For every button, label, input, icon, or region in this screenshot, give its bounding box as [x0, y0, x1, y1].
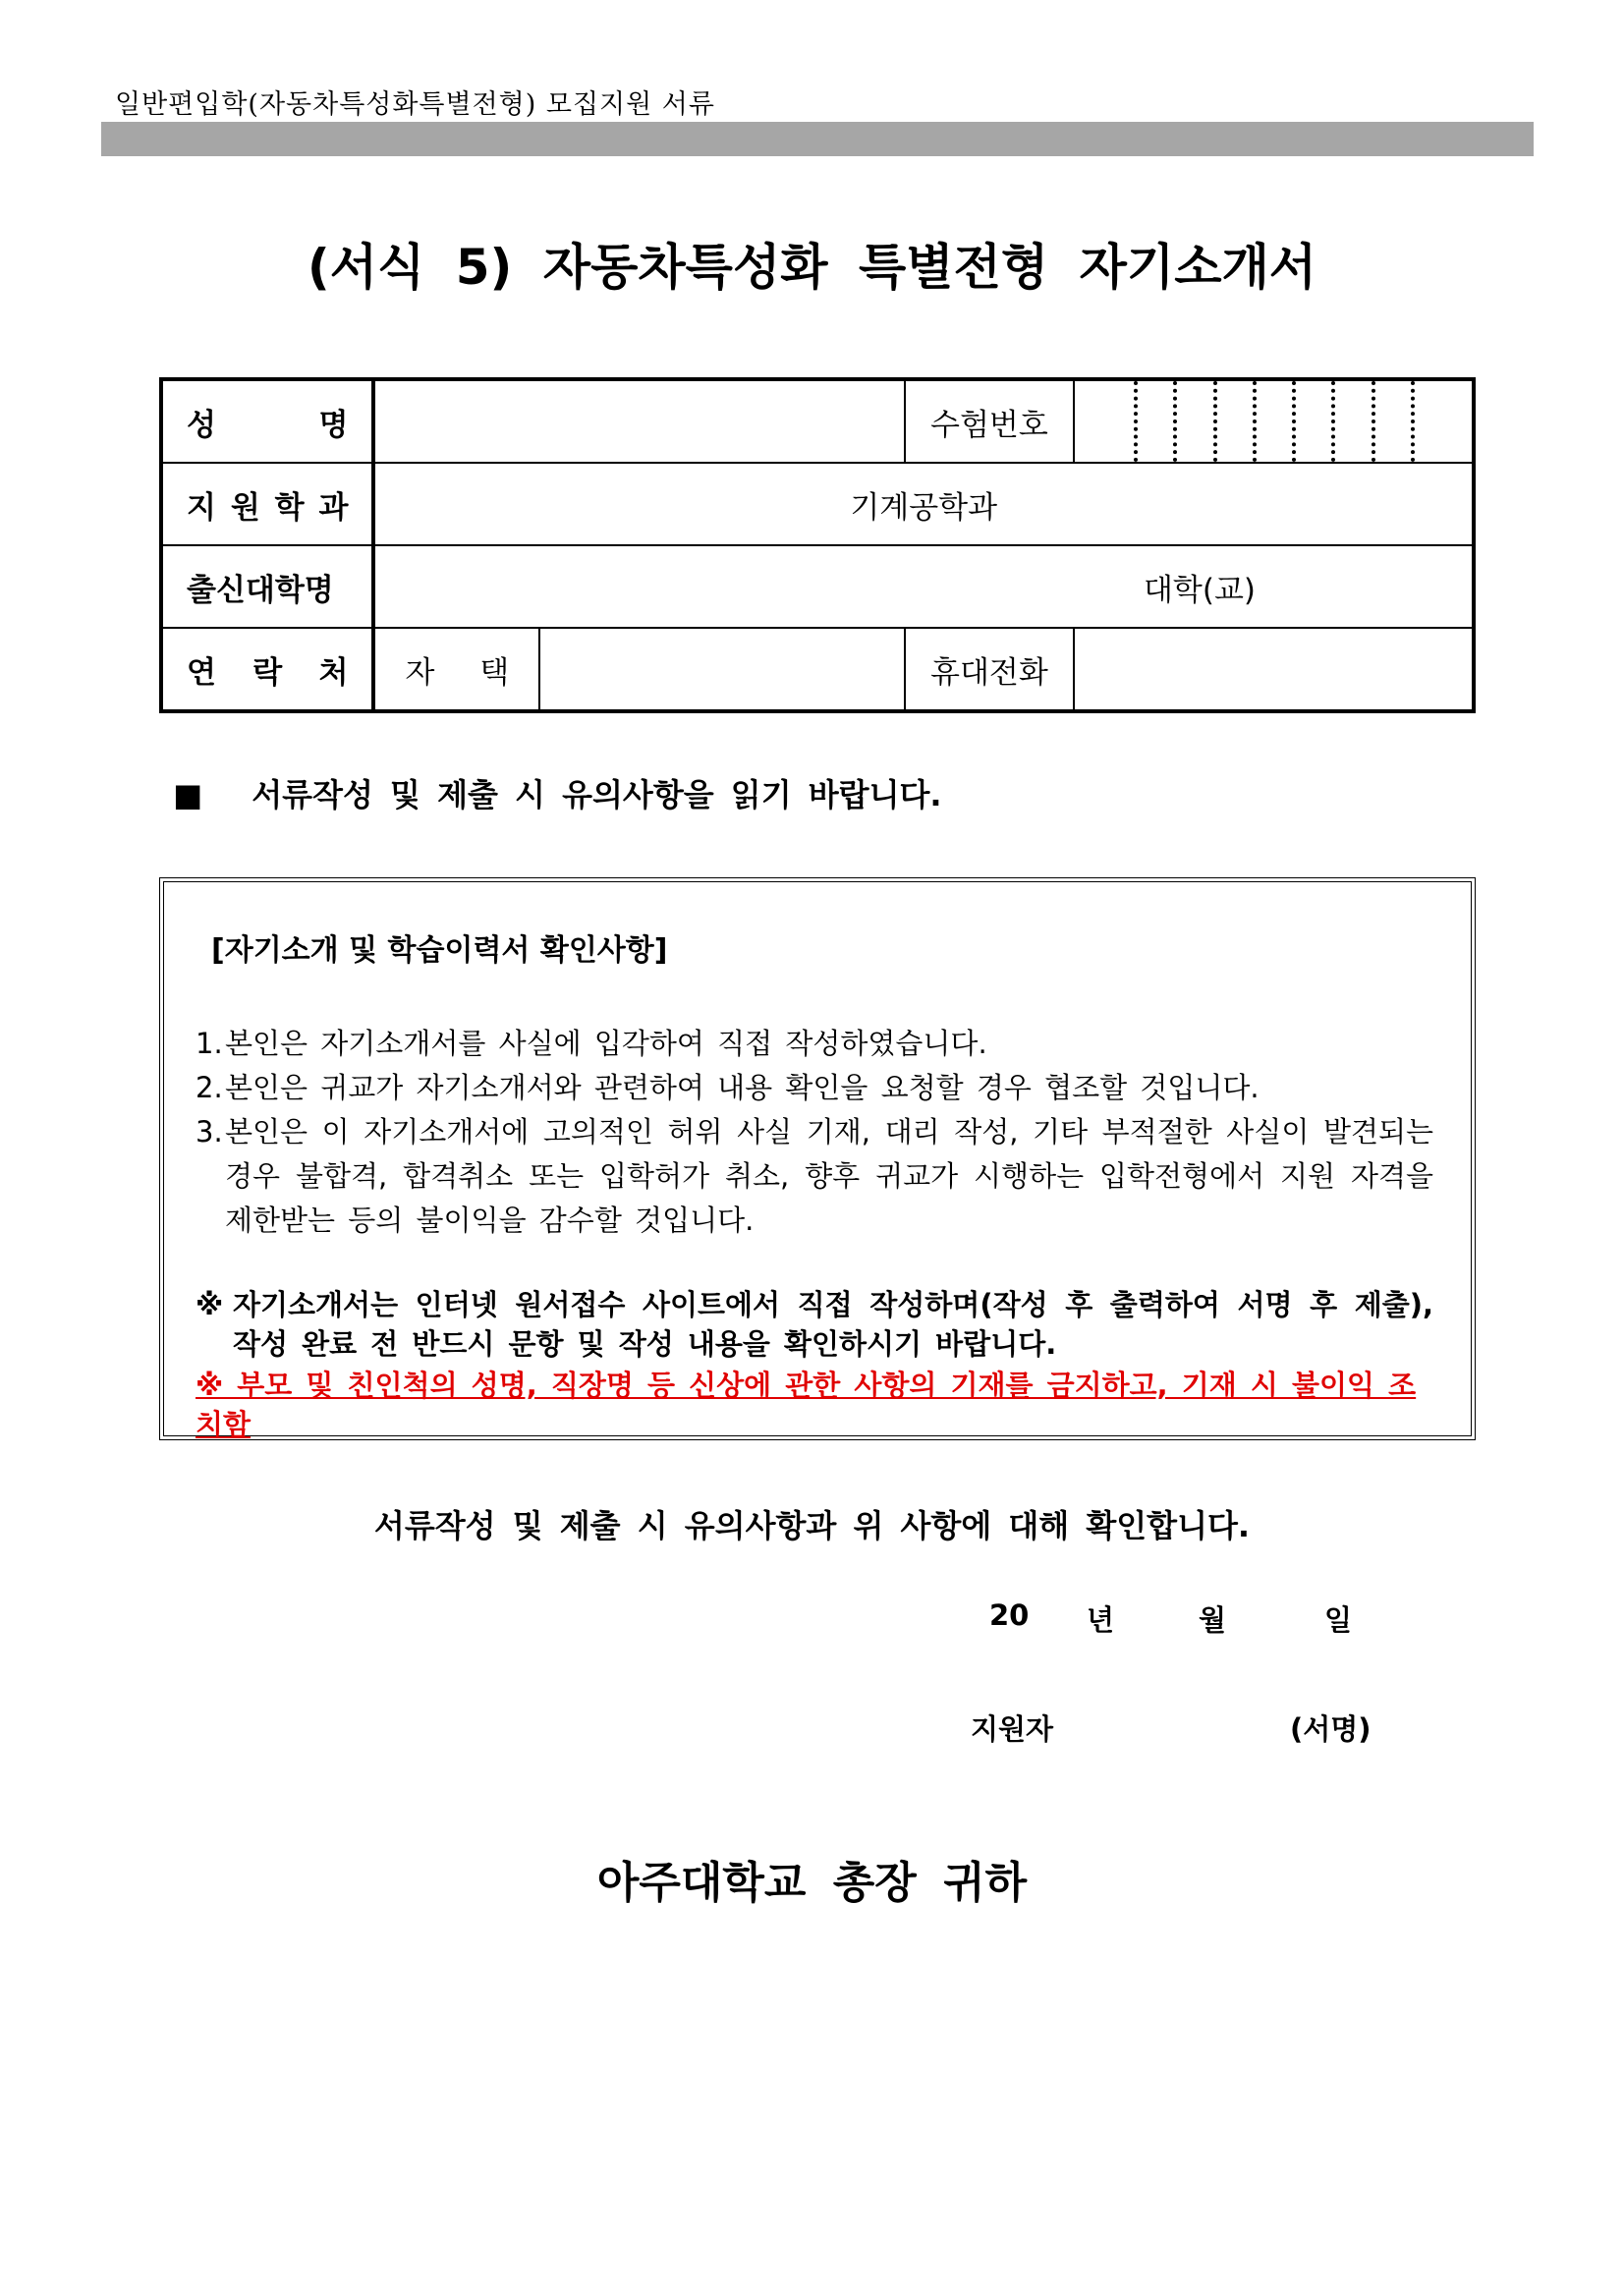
- university-label: 출신대학명: [161, 545, 373, 628]
- mobile-phone-label: 휴대전화: [905, 628, 1074, 711]
- date-year-label: 년: [1087, 1603, 1115, 1637]
- name-label: 성 명: [161, 379, 373, 463]
- date-day-label: 일: [1324, 1603, 1353, 1637]
- date-month-label: 월: [1199, 1603, 1227, 1637]
- confirmation-box-title: [자기소개 및 학습이력서 확인사항]: [211, 933, 668, 968]
- document-header: 일반편입학(자동차특성화특별전형) 모집지원 서류: [115, 89, 715, 120]
- square-bullet-icon: ■: [173, 776, 203, 813]
- notice-line: [173, 770, 942, 815]
- name-field[interactable]: [373, 379, 904, 463]
- signature-label: (서명): [1290, 1712, 1372, 1746]
- university-field[interactable]: [373, 545, 1474, 628]
- instruction-note: ※ 자기소개서는 인터넷 원서접수 사이트에서 직접 작성하며(작성 후 출력하여 서명 후 제출), 작성 완료 전 반드시 문항 및 작성 내용을 확인하시기 바랍니다.: [196, 1288, 1433, 1361]
- notice-text: 서류작성 및 제출 시 유의사항을 읽기 바랍니다.: [252, 776, 942, 813]
- warning-note: ※ 부모 및 친인척의 성명, 직장명 등 신상에 관한 사항의 기재를 금지하고, 기재 시 불이익 조치함: [196, 1369, 1417, 1441]
- home-phone-label: 자 택: [373, 628, 539, 711]
- list-item: 2. 본인은 귀교가 자기소개서와 관련하여 내용 확인을 요청할 경우 협조할 것입니다.: [196, 1071, 1260, 1104]
- list-item: 3. 본인은 이 자기소개서에 고의적인 허위 사실 기재, 대리 작성, 기타 부적절한 사실이 발견되는 경우 불합격, 합격취소 또는 입학허가 취소, 향후 귀교가 시행하는 입학전형에서 지원 자격을 제한받는 등의 불이익을 감수할 것입니다.: [196, 1115, 1433, 1237]
- confirmation-box: [159, 877, 1476, 1440]
- department-label: 지 원 학 과: [161, 463, 373, 545]
- department-value: 기계공학과: [373, 463, 1474, 545]
- page-title: (서식 5) 자동차특성화 특별전형 자기소개서: [307, 239, 1317, 296]
- contact-label: 연 락 처: [161, 628, 373, 711]
- header-bar: [101, 122, 1534, 156]
- applicant-info-table: [159, 377, 1476, 713]
- addressee: 아주대학교 총장 귀하: [596, 1858, 1028, 1908]
- home-phone-field[interactable]: [539, 628, 905, 711]
- exam-number-digit-boxes: [1075, 381, 1472, 462]
- exam-number-label: 수험번호: [905, 379, 1074, 463]
- applicant-label: 지원자: [971, 1712, 1054, 1746]
- date-year-prefix: 20: [989, 1598, 1030, 1632]
- confirmation-list: [196, 1022, 1433, 1243]
- exam-number-field[interactable]: [1074, 379, 1474, 463]
- confirmation-statement: 서류작성 및 제출 시 유의사항과 위 사항에 대해 확인합니다.: [373, 1507, 1251, 1544]
- university-suffix: 대학(교): [1143, 572, 1256, 608]
- list-item: 1. 본인은 자기소개서를 사실에 입각하여 직접 작성하였습니다.: [196, 1027, 987, 1060]
- mobile-phone-field[interactable]: [1074, 628, 1474, 711]
